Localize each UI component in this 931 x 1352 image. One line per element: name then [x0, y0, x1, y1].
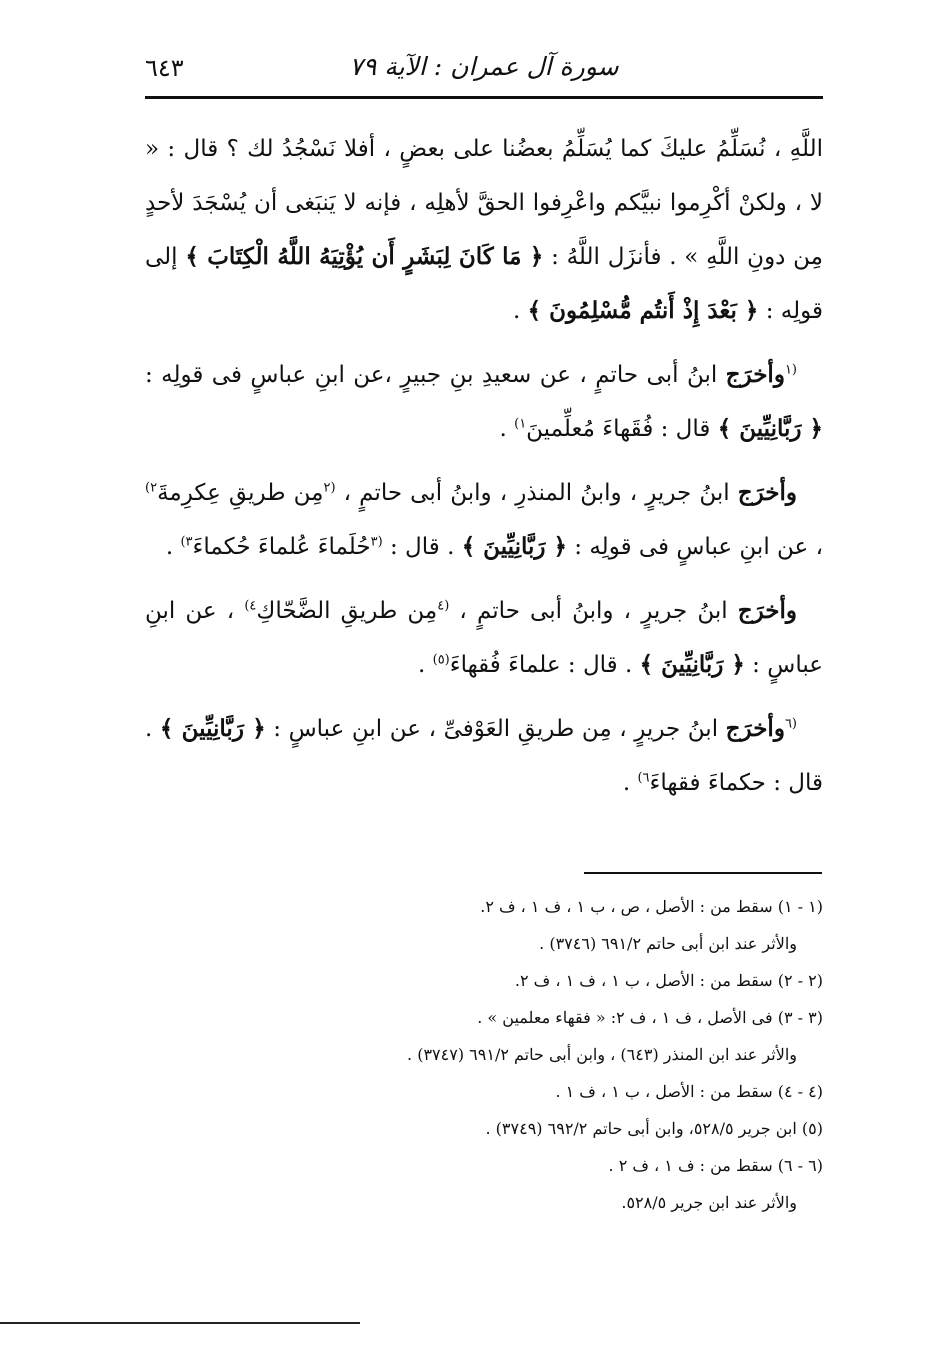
quran-verse: ﴿ رَبَّانِيِّينَ ﴾ — [461, 533, 567, 560]
paragraph-text: . — [499, 416, 515, 442]
footnote-marker: (٢ — [323, 480, 336, 496]
footnote-marker: ٦) — [637, 770, 650, 786]
paragraph-lead-word: وأخرَج — [725, 361, 785, 388]
paragraph-5 — [145, 702, 823, 810]
paragraph-lead-word: وأخرَج — [737, 597, 798, 624]
paragraph-text: . قال : حكماءَ فقهاءَ — [145, 716, 823, 796]
paragraph-3 — [145, 466, 823, 574]
footnote-item: (٤ - ٤) سقط من : الأصل ، ب ١ ، ف ١ . — [555, 1082, 823, 1101]
footnote-separator — [584, 872, 822, 874]
footnote-item: (١ - ١) سقط من : الأصل ، ص ، ب ١ ، ف ١ ، ف ٢. — [480, 897, 823, 916]
quran-verse: ﴿ رَبَّانِيِّينَ ﴾ — [159, 715, 266, 742]
paragraph-text: ابنُ أبى حاتمٍ ، عن سعيدِ بنِ جبيرٍ ،عن ابنِ عباسٍ فى قولِه : — [145, 362, 726, 388]
paragraph-lead-word: وأخرَج — [737, 479, 798, 506]
paragraph-text: ابنُ جريرٍ ، مِن طريقِ العَوْفىِّ ، عن ابنِ عباسٍ : — [265, 716, 726, 742]
footnote-marker: (٥) — [432, 652, 450, 668]
paragraph-text: قال : فُقَهاءَ مُعلِّمينَ — [526, 416, 718, 442]
page-header — [145, 48, 823, 88]
footnote-item: والأثر عند ابن جرير ٥٢٨/٥. — [621, 1193, 797, 1212]
paragraph-text: ، عن ابنِ عباسٍ : — [145, 598, 823, 678]
quran-verse: ﴿ رَبَّانِيِّينَ ﴾ — [639, 651, 745, 678]
paragraph-lead-word: وأخرَج — [725, 715, 785, 742]
paragraph-text: إلى قولِه : — [145, 244, 823, 324]
footnote-item: (٢ - ٢) سقط من : الأصل ، ب ١ ، ف ١ ، ف ٢. — [514, 971, 823, 990]
footnote-marker: (٤ — [437, 598, 450, 614]
footnotes — [145, 888, 823, 1221]
footnote-marker: ١) — [514, 416, 527, 432]
paragraph-text: . قال : علماءَ فُقهاءَ — [449, 652, 640, 678]
paragraph-text: مِن طريقِ الضَّحّاكِ — [256, 598, 438, 624]
paragraph-text: ابنُ جريرٍ ، وابنُ أبى حاتمٍ ، — [449, 598, 738, 624]
footnote-marker: (١ — [784, 362, 797, 378]
footnote-item: والأثر عند ابن أبى حاتم ٦٩١/٢ (٣٧٤٦) . — [539, 934, 797, 953]
footnote-item: والأثر عند ابن المنذر (٦٤٣) ، وابن أبى حاتم ٦٩١/٢ (٣٧٤٧) . — [407, 1045, 797, 1064]
quran-verse: ﴿ بَعْدَ إِذْ أَنتُم مُّسْلِمُونَ ﴾ — [527, 297, 759, 324]
footnote-marker: ٤) — [244, 598, 257, 614]
header-rule — [145, 96, 823, 99]
paragraph-text: . قال : — [382, 534, 462, 560]
main-text — [145, 122, 823, 820]
quran-verse: ﴿ رَبَّانِيِّينَ ﴾ — [717, 415, 823, 442]
paragraph-text: حُلَماءَ عُلماءَ حُكماءَ — [192, 534, 371, 560]
paragraph-text: ، عن ابنِ عباسٍ فى قولِه : — [566, 534, 823, 560]
paragraph-text: مِن طريقِ عِكرِمةَ — [157, 480, 324, 506]
paragraph-2 — [145, 348, 823, 456]
footnote-marker: ٢) — [145, 480, 158, 496]
footnote-marker: ٣) — [180, 534, 193, 550]
paragraph-text: . — [622, 770, 638, 796]
running-title: سورة آل عمران : الآية ٧٩ — [349, 52, 619, 81]
paragraph-text: . — [417, 652, 433, 678]
footnote-item: (٣ - ٣) فى الأصل ، ف ١ ، ف ٢: « فقهاء معلمين » . — [477, 1008, 823, 1027]
paragraph-1 — [145, 122, 823, 338]
bottom-scan-line — [0, 1322, 360, 1324]
page-number: ٦٤٣ — [145, 54, 184, 82]
paragraph-4 — [145, 584, 823, 692]
quran-verse: ﴿ مَا كَانَ لِبَشَرٍ أَن يُؤْتِيَهُ اللَّهُ الْكِتَابَ ﴾ — [185, 243, 544, 270]
footnote-marker: (٦ — [784, 716, 797, 732]
paragraph-text: . — [165, 534, 181, 560]
paragraph-text: اللَّهِ ، نُسَلِّمُ عليكَ كما يُسَلِّمُ بعضُنا على بعضٍ ، أفلا نَسْجُدُ لك ؟ قال : « لا ، ولكنْ أكْرِموا نبيَّكم واعْرِفوا الحقَّ لأهلِه ، فإنه لا يَنبَغى أن يُسْجَدَ لأحدٍ مِن دونِ اللَّهِ » . فأنزَل اللَّهُ : — [145, 136, 823, 270]
paragraph-text: . — [513, 298, 528, 324]
paragraph-text: ابنُ جريرٍ ، وابنُ المنذرِ ، وابنُ أبى حاتمٍ ، — [335, 480, 738, 506]
footnote-marker: (٣ — [370, 534, 383, 550]
footnote-item: (٦ - ٦) سقط من : ف ١ ، ف ٢ . — [608, 1156, 823, 1175]
footnote-item: (٥) ابن جرير ٥٢٨/٥، وابن أبى حاتم ٦٩٢/٢ (٣٧٤٩) . — [485, 1119, 823, 1138]
